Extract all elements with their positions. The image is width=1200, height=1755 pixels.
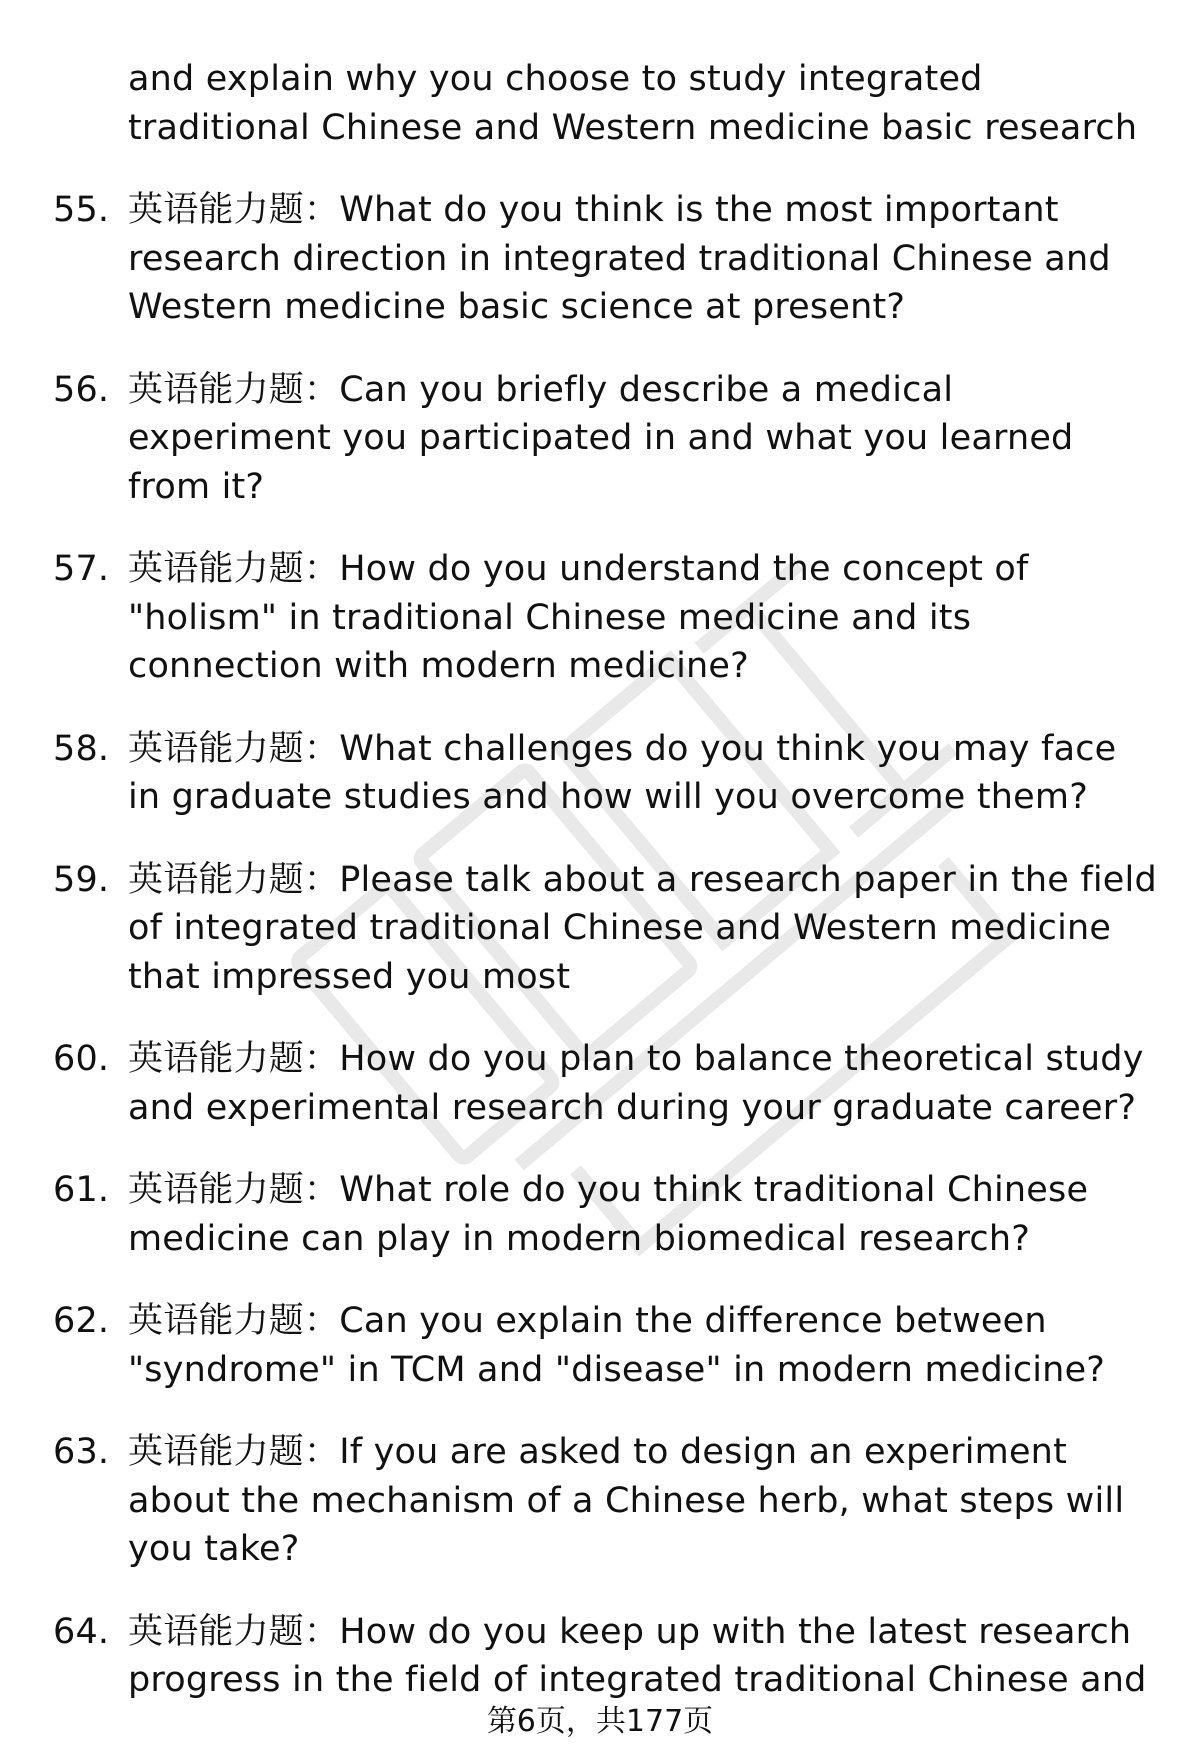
list-item	[0, 366, 1200, 512]
question-prefix: 英语能力题：	[128, 1611, 340, 1652]
question-prefix: 英语能力题：	[128, 1170, 340, 1210]
question-text: Please talk about a research paper in the field of integrated traditional Chinese and Western medicine that impressed you most	[128, 859, 1157, 997]
question-prefix: 英语能力题：	[128, 549, 340, 589]
question-number: 63.	[53, 1432, 110, 1472]
question-prefix: 英语能力题：	[128, 859, 340, 900]
question-prefix: 英语能力题：	[128, 369, 340, 410]
list-item	[0, 856, 1200, 1002]
question-prefix: 英语能力题：	[128, 190, 340, 230]
question-text: How do you plan to balance theoretical study and experimental research during your graduate career?	[128, 1039, 1144, 1128]
question-number: 60.	[53, 1039, 110, 1079]
question-prefix: 英语能力题：	[128, 1301, 340, 1341]
question-number: 57.	[53, 549, 110, 589]
list-item	[0, 1035, 1200, 1132]
list-item	[0, 1297, 1200, 1394]
question-number: 61.	[53, 1170, 110, 1210]
page-footer	[0, 1702, 1200, 1742]
question-text: What do you think is the most important research direction in integrated traditional Chinese and Western medicine basic science at present?	[128, 190, 1111, 327]
question-text: Can you briefly describe a medical experiment you participated in and what you learned from it?	[128, 369, 1074, 507]
question-list	[0, 55, 1200, 1739]
question-prefix: 英语能力题：	[128, 1432, 340, 1472]
page-number: 第6页，共177页	[486, 1704, 714, 1739]
question-number: 64.	[53, 1611, 110, 1652]
list-item	[0, 1166, 1200, 1263]
question-number: 59.	[53, 859, 110, 900]
list-item	[0, 545, 1200, 691]
list-item	[0, 1428, 1200, 1574]
question-text: What challenges do you think you may face in graduate studies and how will you overcome them?	[128, 728, 1117, 817]
question-prefix: 英语能力题：	[128, 1039, 340, 1079]
question-number: 56.	[53, 369, 110, 410]
question-text: If you are asked to design an experiment about the mechanism of a Chinese herb, what steps will you take?	[128, 1432, 1125, 1569]
question-text: How do you understand the concept of "holism" in traditional Chinese medicine and its connection with modern medicine?	[128, 549, 1029, 686]
question-number: 62.	[53, 1301, 110, 1341]
question-number: 58.	[53, 728, 110, 769]
question-text: What role do you think traditional Chinese medicine can play in modern biomedical research?	[128, 1170, 1089, 1259]
list-item	[0, 186, 1200, 332]
list-item	[0, 1608, 1200, 1705]
question-prefix: 英语能力题：	[128, 728, 340, 769]
list-item	[0, 725, 1200, 822]
question-text: How do you keep up with the latest research progress in the field of integrated traditional Chinese and	[128, 1611, 1147, 1700]
continuation-paragraph	[0, 55, 1200, 152]
continuation-text: and explain why you choose to study integrated traditional Chinese and Western medicine basic research	[128, 59, 1138, 148]
question-text: Can you explain the difference between "syndrome" in TCM and "disease" in modern medicine?	[128, 1301, 1106, 1390]
question-number: 55.	[53, 190, 110, 230]
